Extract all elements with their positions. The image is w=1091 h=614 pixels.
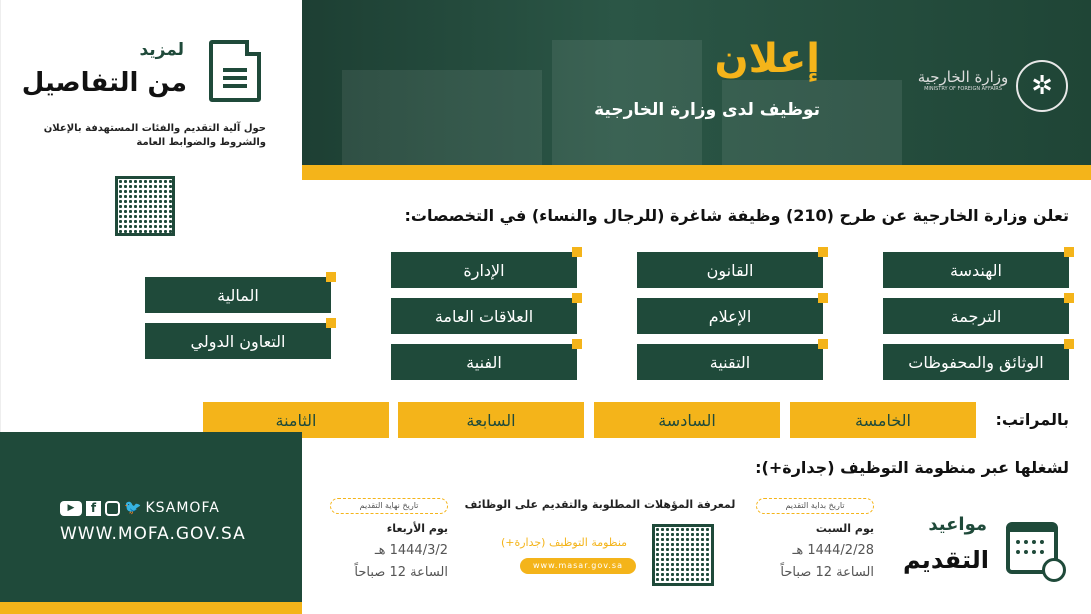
intro-text: تعلن وزارة الخارجية عن طرح (210) وظيفة شاغرة (للرجال والنساء) في التخصصات: xyxy=(404,206,1069,225)
job-media: الإعلام xyxy=(637,298,823,334)
twitter-icon[interactable]: 🐦 xyxy=(124,500,142,516)
job-technical: الفنية xyxy=(391,344,577,380)
start-date-block xyxy=(756,498,874,584)
apply-qr-code[interactable] xyxy=(652,524,714,586)
website-link[interactable]: WWW.MOFA.GOV.SA xyxy=(60,524,246,544)
footer-stripe xyxy=(0,602,302,614)
job-archives: الوثائق والمحفوظات xyxy=(883,344,1069,380)
document-icon xyxy=(209,40,261,102)
details-qr-code[interactable] xyxy=(115,176,175,236)
qualifications-text: لمعرفة المؤهلات المطلوبة والتقديم على الوظائف xyxy=(464,498,736,511)
job-public-relations: العلاقات العامة xyxy=(391,298,577,334)
ministry-logo: وزارة الخارجية MINISTRY OF FOREIGN AFFAIRS xyxy=(917,68,1009,92)
grade-fifth: الخامسة xyxy=(790,402,976,438)
details-line2: من التفاصيل xyxy=(21,68,187,98)
social-handle: KSAMOFA xyxy=(145,500,220,516)
instagram-icon[interactable] xyxy=(105,501,120,516)
job-translation: الترجمة xyxy=(883,298,1069,334)
announcement-subtitle: توظيف لدى وزارة الخارجية xyxy=(594,100,820,120)
emblem-icon: ✲ xyxy=(1016,60,1068,112)
grades-label: بالمراتب: xyxy=(995,410,1069,429)
system-url-link[interactable]: www.masar.gov.sa xyxy=(520,558,636,574)
contact-panel xyxy=(0,432,302,602)
youtube-icon[interactable]: ▶ xyxy=(60,501,82,516)
job-engineering: الهندسة xyxy=(883,252,1069,288)
start-date: 1444/2/28 هـ xyxy=(792,543,874,558)
job-law: القانون xyxy=(637,252,823,288)
end-date-block xyxy=(330,498,448,584)
apply-heading: لشغلها عبر منظومة التوظيف (جدارة+): xyxy=(755,458,1069,477)
start-time: الساعة 12 صباحاً xyxy=(780,565,874,580)
end-date-tag: تاريخ نهاية التقديم xyxy=(330,498,448,514)
facebook-icon[interactable]: f xyxy=(86,501,101,516)
schedule-line1: مواعيد xyxy=(928,514,987,535)
job-technology: التقنية xyxy=(637,344,823,380)
system-name: منظومة التوظيف (جدارة+) xyxy=(500,536,628,549)
grade-sixth: السادسة xyxy=(594,402,780,438)
job-administration: الإدارة xyxy=(391,252,577,288)
start-date-tag: تاريخ بداية التقديم xyxy=(756,498,874,514)
schedule-line2: التقديم xyxy=(902,546,989,574)
announcement-title: إعلان xyxy=(714,36,820,82)
details-line1: لمزيد xyxy=(139,40,184,60)
banner-stripe xyxy=(302,165,1091,180)
grade-eighth: الثامنة xyxy=(203,402,389,438)
job-finance: المالية xyxy=(145,277,331,313)
end-time: الساعة 12 صباحاً xyxy=(354,565,448,580)
details-panel xyxy=(0,0,302,432)
grade-seventh: السابعة xyxy=(398,402,584,438)
job-international-cooperation: التعاون الدولي xyxy=(145,323,331,359)
end-day: يوم الأربعاء xyxy=(386,522,448,535)
start-day: يوم السبت xyxy=(815,522,874,535)
details-description: حول آلية التقديم والفئات المستهدفة بالإعلان والشروط والضوابط العامة xyxy=(43,123,266,148)
end-date: 1444/3/2 هـ xyxy=(374,543,448,558)
calendar-icon xyxy=(1006,522,1058,574)
